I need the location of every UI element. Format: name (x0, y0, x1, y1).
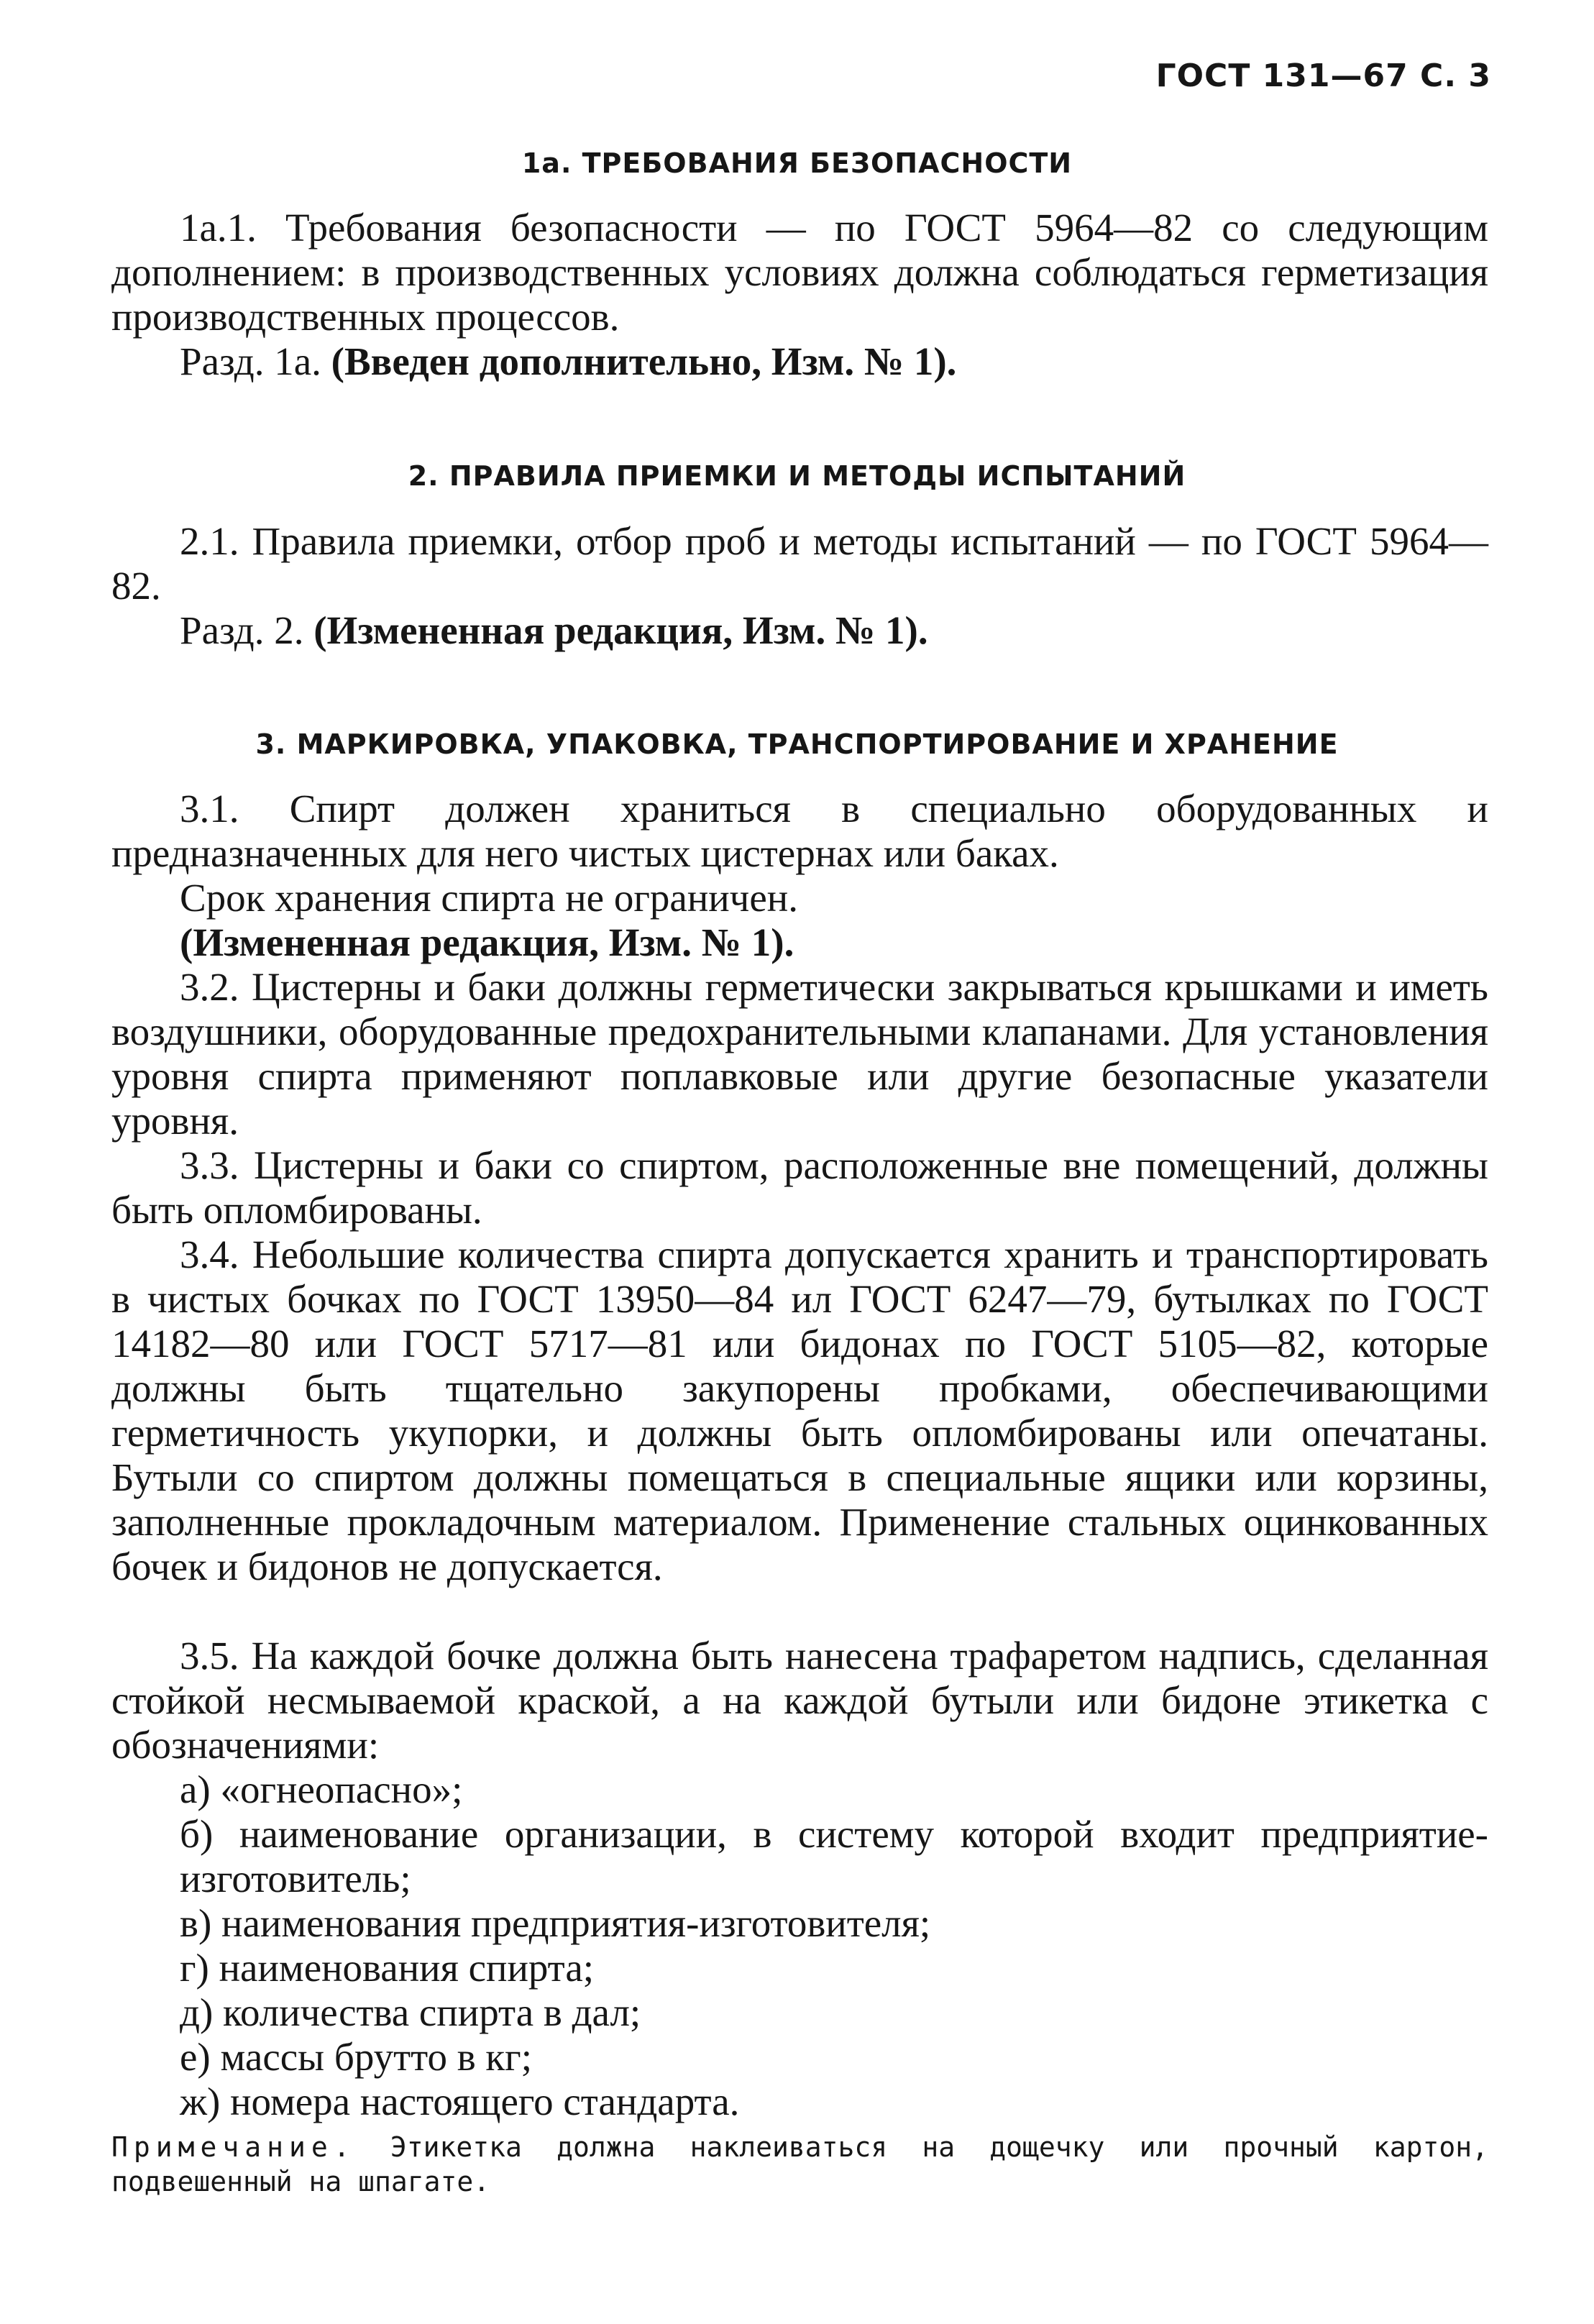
list-item-a: а) «огнеопасно»; (180, 1767, 463, 1811)
paragraph-3-2: 3.2. Цистерны и баки должны герметически закрываться крышками и иметь воздушники, оборудованные предохранительными клапанами. Для установления уровня спирта применяют поплавковые или другие безопасные указатели уровня. (111, 965, 1488, 1143)
list-item-b: б) наименование организации, в систему которой входит предприятие-изготовитель; (180, 1812, 1488, 1900)
amendment-2 (111, 608, 1488, 653)
list-item-e: е) массы брутто в кг; (180, 2035, 532, 2079)
amendment-1a-prefix: Разд. 1а. (180, 339, 331, 383)
amendment-1a-bold: (Введен дополнительно, Изм. № 1). (331, 339, 957, 383)
amendment-3-1-bold: (Измененная редакция, Изм. № 1). (180, 920, 794, 964)
note-label: Примечание. (111, 2131, 356, 2163)
amendment-2-prefix: Разд. 2. (180, 608, 314, 652)
paragraph-1a-1: 1а.1. Требования безопасности — по ГОСТ 5964—82 со следующим дополнением: в производственных условиях должна соблюдаться герметизация производственных процессов. (111, 206, 1488, 339)
list-item-v: в) наименования предприятия-изготовителя; (180, 1901, 931, 1945)
list-item-g: г) наименования спирта; (180, 1946, 595, 1990)
page-header: ГОСТ 131—67 С. 3 (1155, 58, 1491, 94)
section-title-1a: 1а. ТРЕБОВАНИЯ БЕЗОПАСНОСТИ (521, 147, 1073, 179)
amendment-3-1 (111, 920, 1488, 965)
paragraph-3-4: 3.4. Небольшие количества спирта допускается хранить и транспортировать в чистых бочках по ГОСТ 13950—84 ил ГОСТ 6247—79, бутылках по ГОСТ 14182—80 или ГОСТ 5717—81 или бидонах по ГОСТ 5105—82, которые должны быть тщательно закупорены пробками, обеспечивающими герметичность укупорки, и должны быть опломбированы или опечатаны. Бутыли со спиртом должны помещаться в специальные ящики или корзины, заполненные прокладочным материалом. Применение стальных оцинкованных бочек и бидонов не допускается. (111, 1232, 1488, 1588)
paragraph-2-1: 2.1. Правила приемки, отбор проб и методы испытаний — по ГОСТ 5964—82. (111, 519, 1488, 608)
paragraph-3-1-storage: Срок хранения спирта не ограничен. (180, 876, 798, 920)
list-item-d: д) количества спирта в дал; (180, 1990, 641, 2034)
note (111, 2130, 1488, 2199)
paragraph-3-3: 3.3. Цистерны и баки со спиртом, расположенные вне помещений, должны быть опломбированы. (111, 1143, 1488, 1232)
amendment-2-bold: (Измененная редакция, Изм. № 1). (313, 608, 928, 652)
list-item-zh: ж) номера настоящего стандарта. (180, 2080, 740, 2123)
note-text: Этикетка должна наклеиваться на дощечку или прочный картон, подвешенный на шпагате. (111, 2131, 1488, 2197)
amendment-1a (111, 339, 1488, 384)
section-title-2: 2. ПРАВИЛА ПРИЕМКИ И МЕТОДЫ ИСПЫТАНИЙ (408, 460, 1186, 492)
section-title-3: 3. МАРКИРОВКА, УПАКОВКА, ТРАНСПОРТИРОВАНИЕ И ХРАНЕНИЕ (255, 728, 1339, 760)
paragraph-3-1: 3.1. Спирт должен храниться в специально оборудованных и предназначенных для него чистых цистернах или баках. (111, 787, 1488, 875)
paragraph-3-5: 3.5. На каждой бочке должна быть нанесена трафаретом надпись, сделанная стойкой несмываемой краской, а на каждой бутыли или бидоне этикетка с обозначениями: (111, 1634, 1488, 1767)
